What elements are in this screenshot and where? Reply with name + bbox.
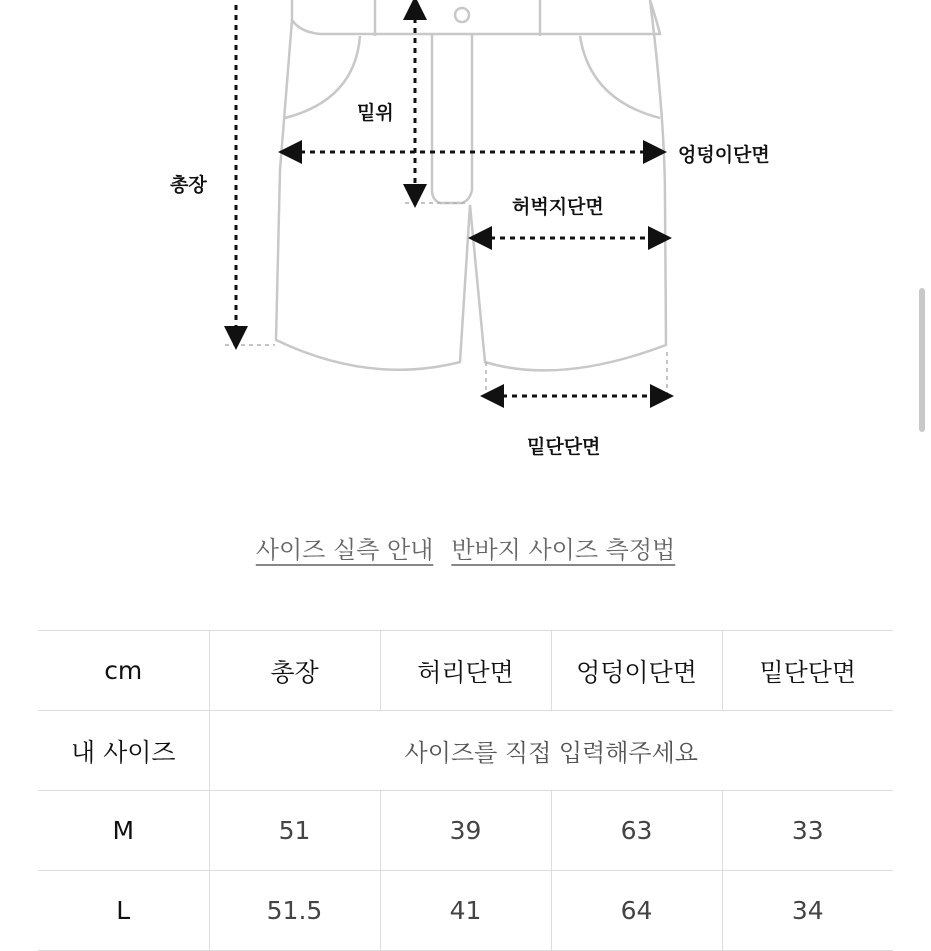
thigh-label: 허벅지단면 [512, 196, 604, 218]
table-cell: 41 [380, 871, 551, 951]
my-size-input[interactable]: 사이즈를 직접 입력해주세요 [209, 711, 893, 791]
table-cell: 39 [380, 791, 551, 871]
table-cell: 51 [209, 791, 380, 871]
table-header-row [38, 631, 893, 711]
size-label-l: L [38, 871, 209, 951]
table-cell: 63 [551, 791, 722, 871]
header-unit: cm [38, 631, 209, 711]
size-label-m: M [38, 791, 209, 871]
table-cell: 51.5 [209, 871, 380, 951]
size-table [38, 630, 893, 951]
hem-label: 밑단단면 [527, 436, 601, 458]
table-cell: 33 [722, 791, 893, 871]
table-row [38, 791, 893, 871]
table-row [38, 871, 893, 951]
table-cell: 34 [722, 871, 893, 951]
size-guide-link[interactable]: 사이즈 실측 안내 [255, 536, 434, 564]
header-hem: 밑단단면 [722, 631, 893, 711]
guide-links [0, 530, 931, 565]
scrollbar[interactable] [919, 288, 925, 432]
header-total-length: 총장 [209, 631, 380, 711]
header-hip: 엉덩이단면 [551, 631, 722, 711]
hip-label: 엉덩이단면 [678, 144, 770, 166]
my-size-label: 내 사이즈 [38, 711, 209, 791]
rise-label: 밑위 [357, 102, 394, 124]
header-waist: 허리단면 [380, 631, 551, 711]
measure-method-link[interactable]: 반바지 사이즈 측정법 [451, 536, 676, 564]
total-length-label: 총장 [170, 174, 207, 196]
table-cell: 64 [551, 871, 722, 951]
my-size-row [38, 711, 893, 791]
